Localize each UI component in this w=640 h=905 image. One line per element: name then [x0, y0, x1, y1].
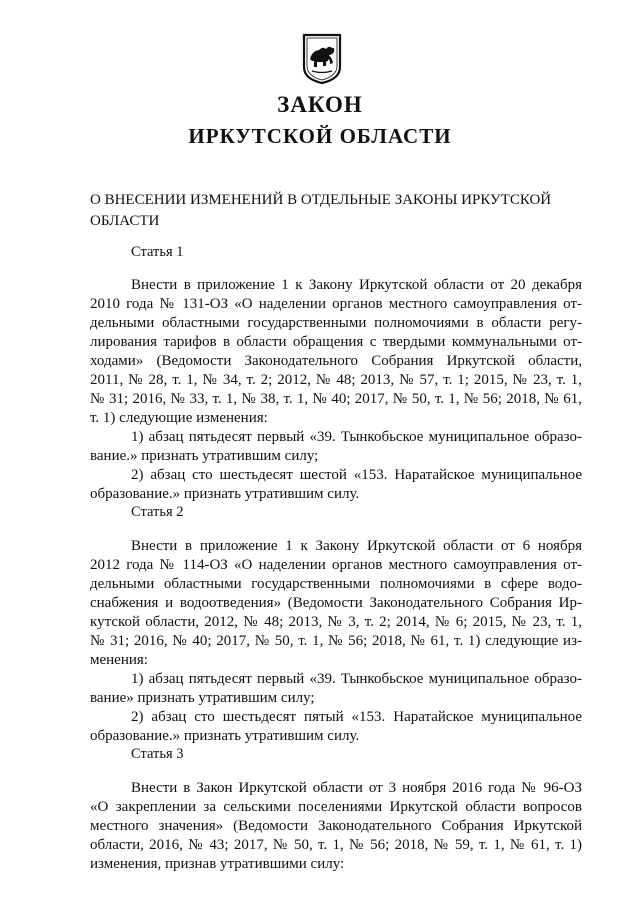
article-3-line: Внести в Закон Иркутской области от 3 ноября 2016 года № 96-ОЗ	[131, 780, 582, 796]
article-2-line: вание» признать утратившим силу;	[90, 690, 315, 706]
article-3-line: «О закреплении за сельскими поселениями Иркутской области вопросов	[90, 799, 582, 815]
article-1-line: образование.» признать утратившим силу.	[90, 486, 360, 502]
article-2-heading: Статья 2	[131, 504, 184, 520]
article-1-line: лирования тарифов в области обращения с твердыми коммунальными от-	[90, 334, 582, 350]
article-3-line: изменения, признав утратившими силу:	[90, 856, 345, 872]
article-1-line: 2011, № 28, т. 1, № 34, т. 2; 2012, № 48; 2013, № 57, т. 1; 2015, № 23, т. 1,	[90, 372, 582, 388]
article-2-line: № 31; 2016, № 40; 2017, № 50, т. 1, № 56; 2018, № 61, т. 1) следующие из-	[90, 633, 582, 649]
law-subject-line: О ВНЕСЕНИИ ИЗМЕНЕНИЙ В ОТДЕЛЬНЫЕ ЗАКОНЫ ИРКУТСКОЙ	[90, 192, 552, 208]
article-2-line: Внести в приложение 1 к Закону Иркутской области от 6 ноября	[131, 538, 582, 554]
article-1-line: ходами» (Ведомости Законодательного Собрания Иркутской области,	[90, 353, 582, 369]
irkutsk-coat-of-arms-icon	[302, 33, 342, 85]
article-1-line: 1) абзац пятьдесят первый «39. Тынкобьское муниципальное образо-	[131, 429, 582, 445]
article-3-line: местного значения» (Ведомости Законодательного Собрания Иркутской	[90, 818, 582, 834]
document-title-law: ЗАКОН	[277, 92, 363, 117]
article-2-line: снабжения и водоотведения» (Ведомости Законодательного Собрания Ир-	[90, 595, 582, 611]
article-1-heading: Статья 1	[131, 244, 184, 260]
law-subject	[90, 190, 585, 232]
law-subject-line: ОБЛАСТИ	[90, 213, 160, 229]
article-1-line: 2010 года № 131-ОЗ «О наделении органов местного самоуправления от-	[90, 296, 582, 312]
article-1-line: Внести в приложение 1 к Закону Иркутской области от 20 декабря	[131, 277, 582, 293]
article-3-line: области, 2016, № 43; 2017, № 50, т. 1, № 56; 2018, № 59, т. 1, № 61, т. 1)	[90, 837, 582, 853]
article-3-heading: Статья 3	[131, 746, 184, 762]
article-1-line: 2) абзац сто шестьдесят шестой «153. Наратайское муниципальное	[131, 467, 582, 483]
article-1-line: вание.» признать утратившим силу;	[90, 448, 319, 464]
document-title-region: ИРКУТСКОЙ ОБЛАСТИ	[188, 124, 452, 148]
article-2-line: менения:	[90, 652, 148, 668]
article-1-line: № 31; 2016, № 33, т. 1, № 38, т. 1, № 40; 2017, № 50, т. 1, № 56; 2018, № 61,	[90, 391, 582, 407]
article-2-line: 2012 года № 114-ОЗ «О наделении органов местного самоуправления от-	[90, 557, 582, 573]
article-2-line: дельными областными государственными полномочиями в сфере водо-	[90, 576, 582, 592]
article-2-line: 2) абзац сто шестьдесят пятый «153. Наратайское муниципальное	[131, 709, 582, 725]
article-2-line: образование.» признать утратившим силу.	[90, 728, 360, 744]
article-2-line: кутской области, 2012, № 48; 2013, № 3, т. 2; 2014, № 6; 2015, № 23, т. 1,	[90, 614, 582, 630]
article-1-line: дельными областными государственными полномочиями в области регу-	[90, 315, 582, 331]
article-1-line: т. 1) следующие изменения:	[90, 410, 268, 426]
article-2-line: 1) абзац пятьдесят первый «39. Тынкобьское муниципальное образо-	[131, 671, 582, 687]
